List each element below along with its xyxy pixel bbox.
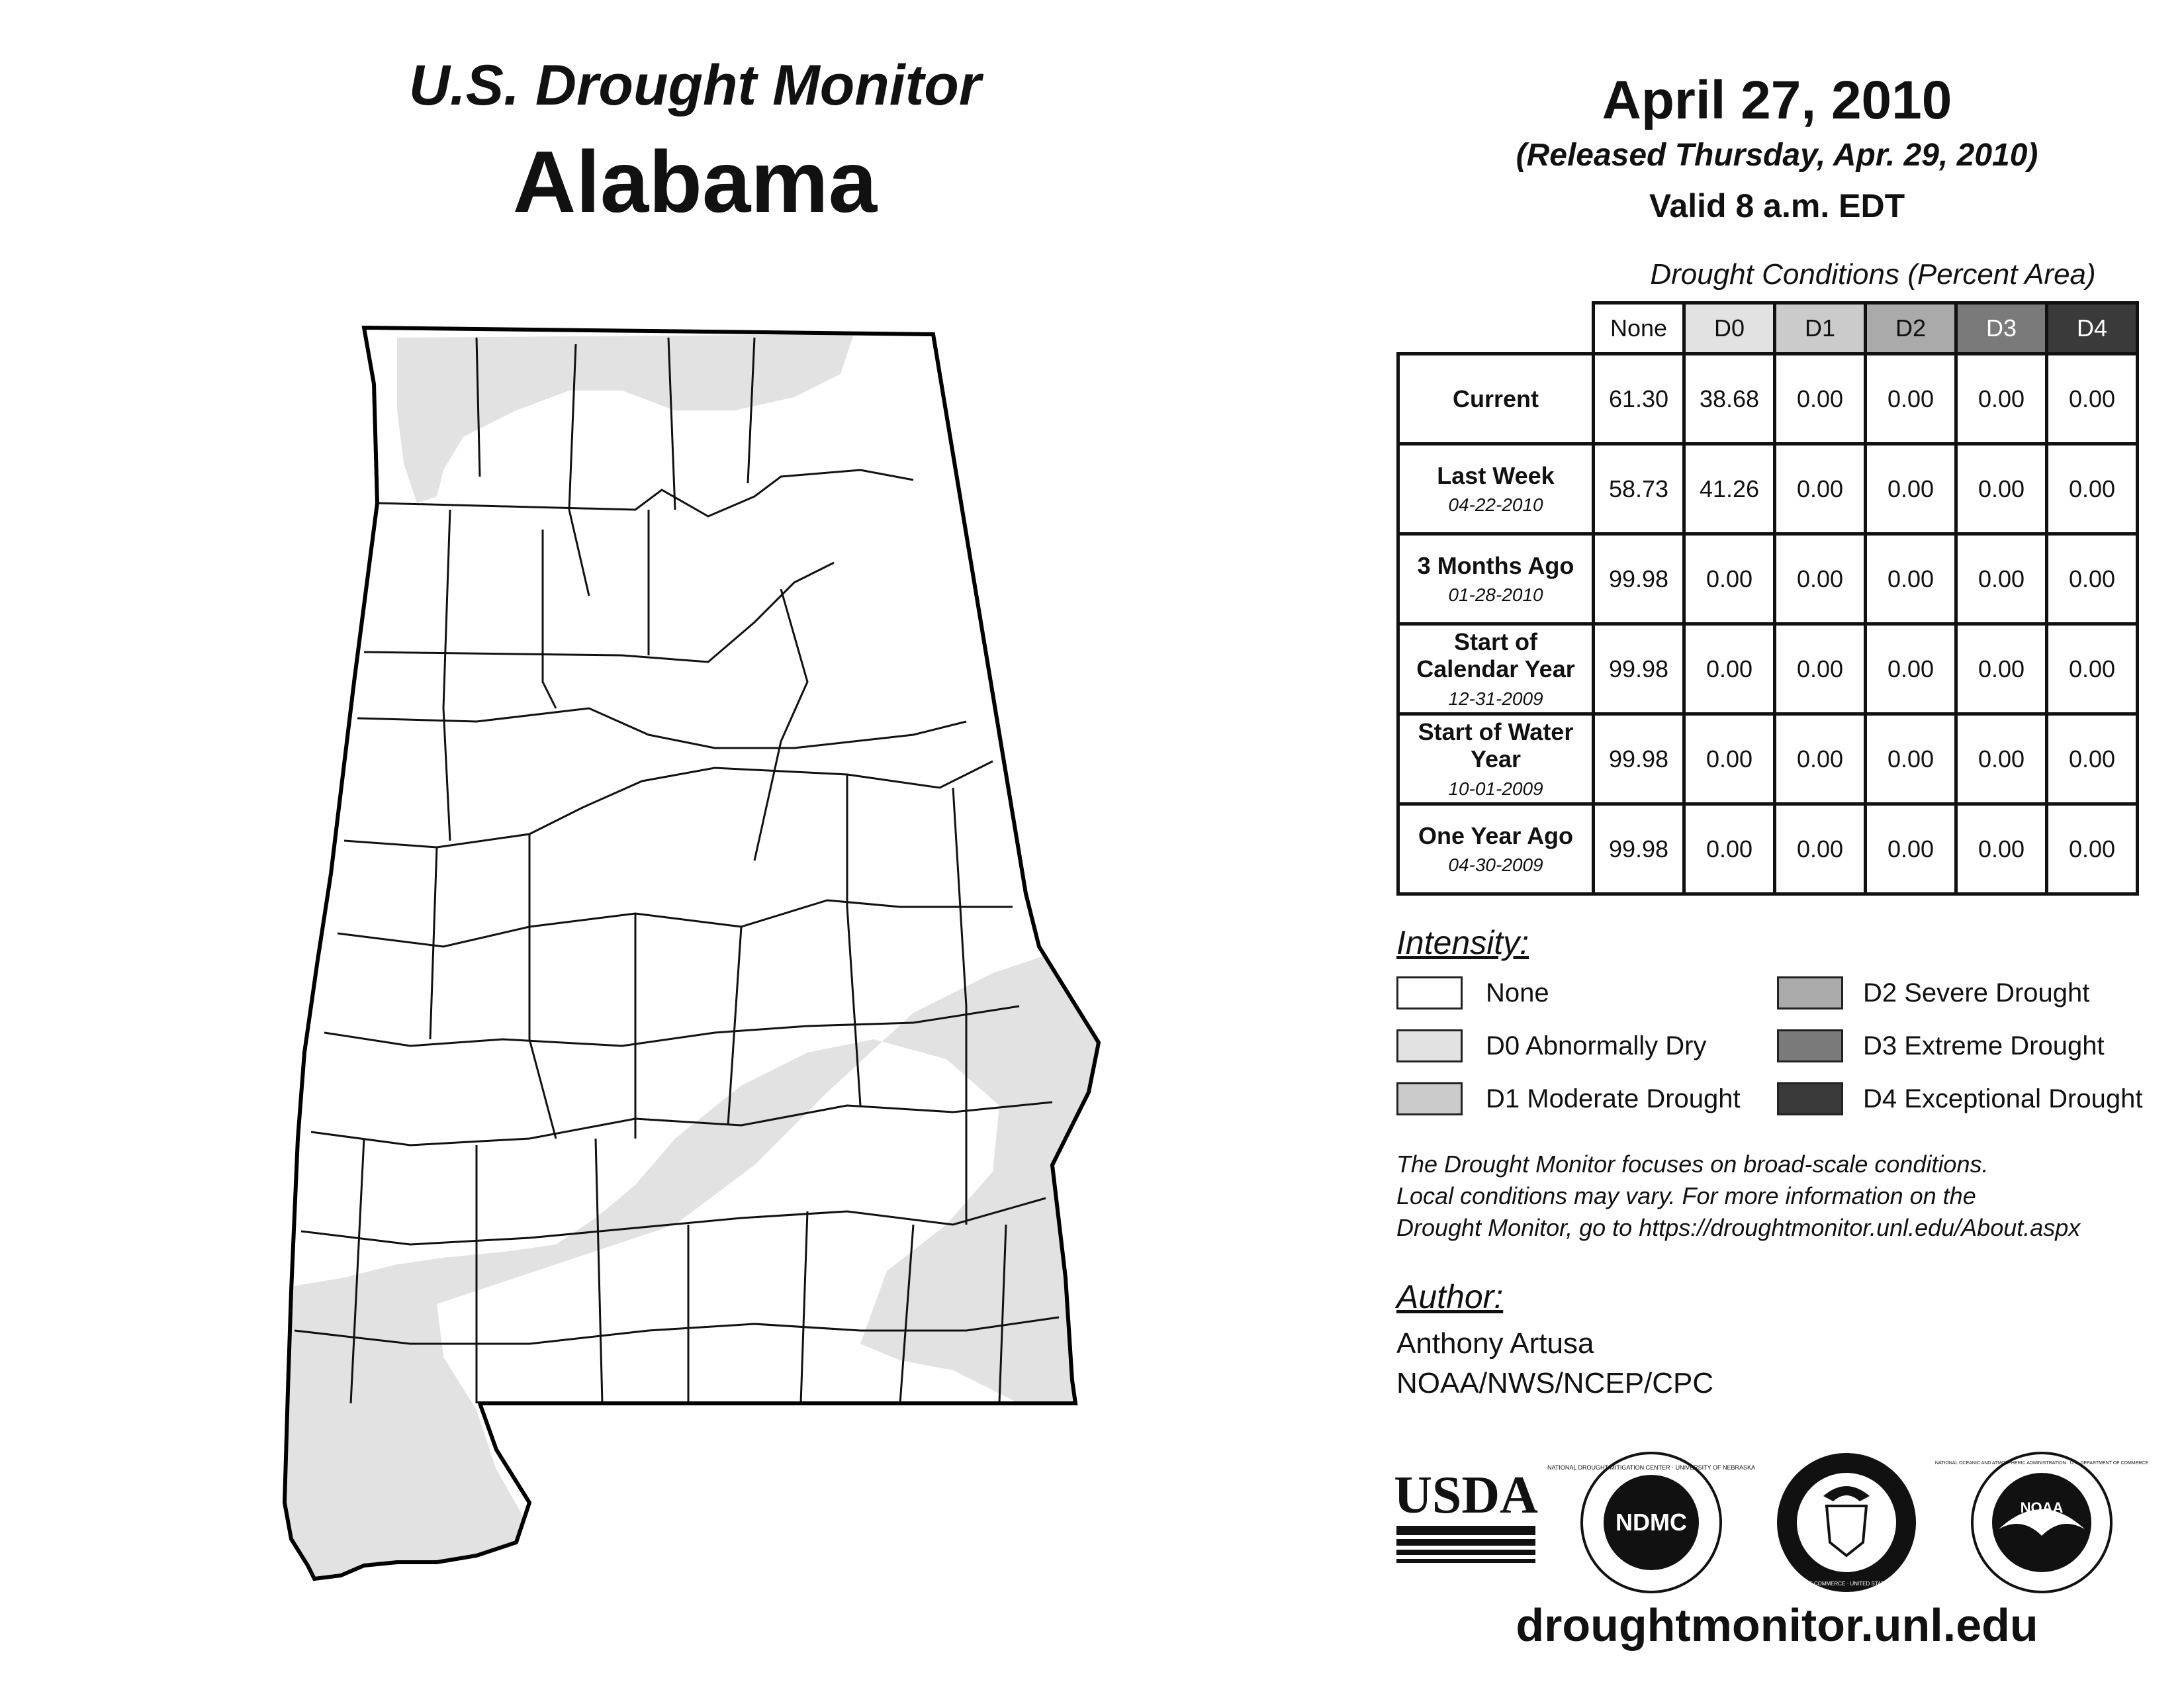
legend-swatch-d0 xyxy=(1396,1029,1463,1062)
table-cell: 99.98 xyxy=(1594,624,1684,714)
table-header-row xyxy=(1398,303,2138,354)
col-header-d4: D4 xyxy=(2047,303,2138,354)
row-label xyxy=(1398,534,1594,624)
table-caption: Drought Conditions (Percent Area) xyxy=(1650,258,2096,291)
release-date: (Released Thursday, Apr. 29, 2010) xyxy=(1516,138,2038,173)
row-label-text: Last Week xyxy=(1437,461,1555,489)
table-cell: 0.00 xyxy=(1684,534,1775,624)
row-label xyxy=(1398,624,1594,714)
author-title: Author: xyxy=(1396,1278,1504,1315)
doc-ring-text: DEPARTMENT OF COMMERCE · UNITED STATES OF AMERICA xyxy=(1768,1581,1925,1587)
drought-conditions-table xyxy=(1396,301,2139,896)
table-cell: 61.30 xyxy=(1594,354,1684,444)
table-cell: 0.00 xyxy=(1775,804,1866,894)
legend-label-d1: D1 Moderate Drought xyxy=(1486,1084,1741,1113)
row-label-text: 3 Months Ago xyxy=(1417,551,1574,579)
row-label xyxy=(1398,444,1594,534)
legend-swatch-d2 xyxy=(1777,976,1843,1009)
legend-swatch-none xyxy=(1396,976,1463,1009)
disclaimer-line: Local conditions may vary. For more information on the xyxy=(1396,1182,1976,1209)
legend-swatch-d4 xyxy=(1777,1082,1843,1115)
table-cell: 0.00 xyxy=(1866,804,1956,894)
map-header xyxy=(0,53,1390,232)
table-row xyxy=(1398,714,2138,804)
disclaimer-line: The Drought Monitor focuses on broad-scale conditions. xyxy=(1396,1150,1989,1178)
row-label xyxy=(1398,714,1594,804)
col-header-d0: D0 xyxy=(1684,303,1775,354)
table-cell: 99.98 xyxy=(1594,804,1684,894)
table-cell: 0.00 xyxy=(1775,714,1866,804)
doc-seal-logo xyxy=(1768,1450,1925,1595)
col-header-d2: D2 xyxy=(1866,303,1956,354)
noaa-logo-text: NOAA xyxy=(2020,1499,2064,1516)
legend-title: Intensity: xyxy=(1396,924,1529,961)
legend-label-d3: D3 Extreme Drought xyxy=(1863,1031,2105,1060)
col-header-d1: D1 xyxy=(1775,303,1866,354)
author-org: NOAA/NWS/NCEP/CPC xyxy=(1396,1367,1714,1399)
table-cell: 0.00 xyxy=(1684,714,1775,804)
table-cell: 38.68 xyxy=(1684,354,1775,444)
table-cell: 0.00 xyxy=(2047,714,2138,804)
legend-swatch-d3 xyxy=(1777,1029,1843,1062)
valid-time: Valid 8 a.m. EDT xyxy=(1649,187,1905,224)
row-label-text: Current xyxy=(1452,385,1539,412)
table-cell: 58.73 xyxy=(1594,444,1684,534)
table-cell: 0.00 xyxy=(2047,624,2138,714)
table-cell: 0.00 xyxy=(1956,534,2047,624)
noaa-logo xyxy=(1934,1450,2149,1595)
ndmc-logo-text: NDMC xyxy=(1615,1509,1687,1536)
row-label xyxy=(1398,804,1594,894)
row-date: 01-28-2010 xyxy=(1448,585,1543,606)
table-cell: 0.00 xyxy=(1684,804,1775,894)
table-cell: 0.00 xyxy=(1866,354,1956,444)
table-cell: 0.00 xyxy=(1866,624,1956,714)
table-cell: 0.00 xyxy=(2047,534,2138,624)
author-name: Anthony Artusa xyxy=(1396,1327,1594,1360)
col-header-none: None xyxy=(1594,303,1684,354)
row-label xyxy=(1398,354,1594,444)
table-cell: 0.00 xyxy=(1866,534,1956,624)
table-row xyxy=(1398,354,2138,444)
legend-label-d0: D0 Abnormally Dry xyxy=(1486,1031,1707,1060)
map-date: April 27, 2010 xyxy=(1602,70,1952,130)
table-cell: 0.00 xyxy=(1956,714,2047,804)
noaa-ring-text: NATIONAL OCEANIC AND ATMOSPHERIC ADMINISTRATION · U.S. DEPARTMENT OF COMMERCE xyxy=(1934,1461,2149,1466)
legend-label-d2: D2 Severe Drought xyxy=(1863,978,2090,1008)
table-cell: 0.00 xyxy=(1956,444,2047,534)
ndmc-logo xyxy=(1547,1450,1756,1595)
table-cell: 0.00 xyxy=(2047,444,2138,534)
row-date: 12-31-2009 xyxy=(1448,688,1543,709)
alabama-drought-map xyxy=(278,311,1125,1615)
table-cell: 41.26 xyxy=(1684,444,1775,534)
table-cell: 0.00 xyxy=(1956,804,2047,894)
table-cell: 0.00 xyxy=(1775,354,1866,444)
table-cell: 0.00 xyxy=(2047,354,2138,444)
row-label-text: One Year Ago xyxy=(1418,821,1574,849)
ndmc-ring-text: NATIONAL DROUGHT MITIGATION CENTER · UNIVERSITY OF NEBRASKA xyxy=(1547,1464,1756,1471)
usda-logo xyxy=(1394,1466,1538,1566)
table-cell: 0.00 xyxy=(1866,714,1956,804)
row-label-text: Start of Water Year xyxy=(1418,718,1574,773)
usda-logo-text: USDA xyxy=(1394,1466,1538,1524)
table-row xyxy=(1398,804,2138,894)
monitor-title: U.S. Drought Monitor xyxy=(408,54,981,117)
table-cell: 99.98 xyxy=(1594,714,1684,804)
date-header xyxy=(1390,70,2164,225)
legend-swatch-d1 xyxy=(1396,1082,1463,1115)
disclaimer-line: Drought Monitor, go to https://droughtmonitor.unl.edu/About.aspx xyxy=(1396,1214,2081,1241)
table-cell: 0.00 xyxy=(1775,624,1866,714)
disclaimer xyxy=(1396,1149,2184,1244)
legend-label-none: None xyxy=(1486,978,1549,1008)
table-corner xyxy=(1398,303,1594,354)
table-cell: 0.00 xyxy=(1775,534,1866,624)
table-cell: 99.98 xyxy=(1594,534,1684,624)
table-cell: 0.00 xyxy=(1775,444,1866,534)
table-cell: 0.00 xyxy=(1866,444,1956,534)
row-label-text: Start of Calendar Year xyxy=(1416,628,1575,683)
table-cell: 0.00 xyxy=(1956,624,2047,714)
state-title: Alabama xyxy=(512,133,878,230)
row-date: 04-22-2010 xyxy=(1448,494,1543,516)
row-date: 10-01-2009 xyxy=(1448,778,1543,799)
table-cell: 0.00 xyxy=(1684,624,1775,714)
row-date: 04-30-2009 xyxy=(1448,855,1543,876)
website-url: droughtmonitor.unl.edu xyxy=(1516,1599,2038,1651)
table-row xyxy=(1398,534,2138,624)
legend-label-d4: D4 Exceptional Drought xyxy=(1863,1084,2143,1113)
col-header-d3: D3 xyxy=(1956,303,2047,354)
table-row xyxy=(1398,444,2138,534)
table-cell: 0.00 xyxy=(2047,804,2138,894)
table-cell: 0.00 xyxy=(1956,354,2047,444)
table-row xyxy=(1398,624,2138,714)
